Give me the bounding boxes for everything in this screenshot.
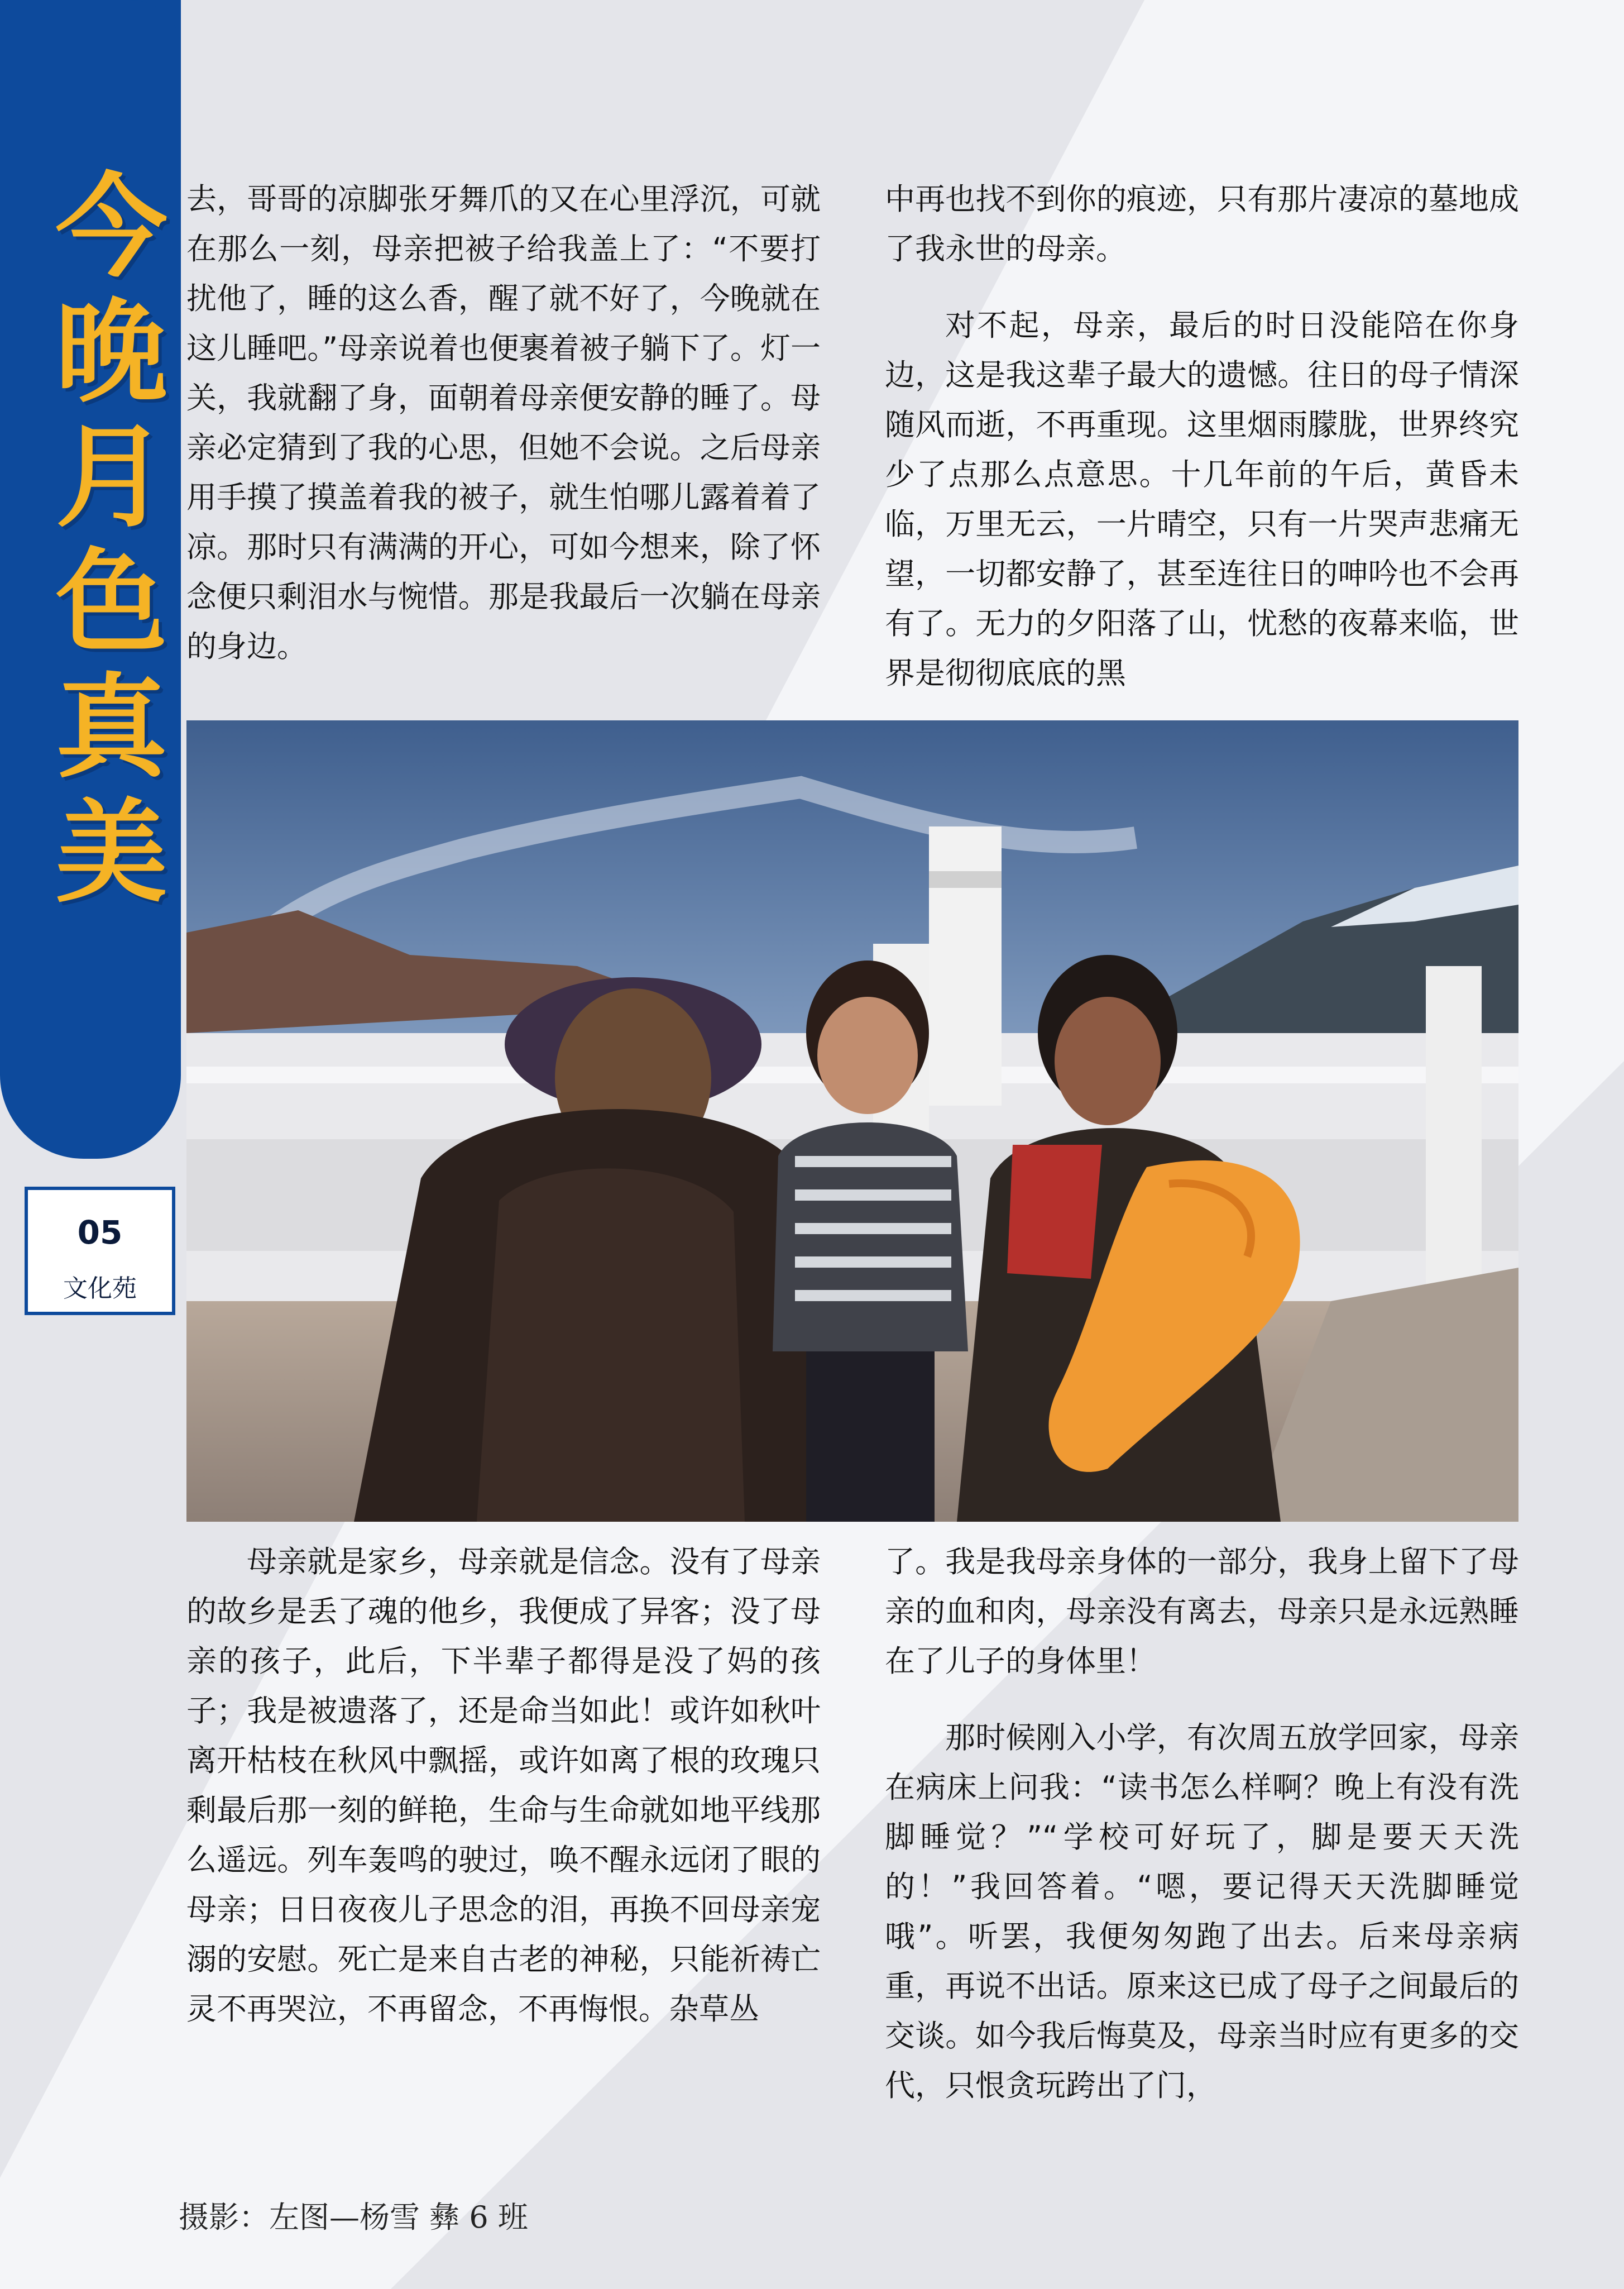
paragraph: 中再也找不到你的痕迹，只有那片凄凉的墓地成了我永世的母亲。 bbox=[885, 181, 1519, 266]
section-name: 文化苑 bbox=[63, 1274, 137, 1303]
column-top-right bbox=[885, 174, 1519, 698]
title-band-top bbox=[0, 0, 181, 78]
photo-credit: 摄影：左图—杨雪 彝 6 班 bbox=[179, 2200, 528, 2235]
column-bottom-right bbox=[885, 1537, 1519, 2110]
column-bottom-left bbox=[186, 1537, 821, 2034]
column-top-left bbox=[186, 174, 821, 671]
page-number: 05 bbox=[77, 1213, 123, 1251]
page-badge bbox=[25, 1187, 175, 1315]
paragraph: 那时候刚入小学，有次周五放学回家，母亲在病床上问我：“读书怎么样啊？晚上有没有洗脚睡觉？”“学校可好玩了，脚是要天天洗的！”我回答着。“嗯，要记得天天洗脚睡觉哦”。听罢，我便匆匆跑了出去。后来母亲病重，再说不出话。原来这已成了母子之间最后的交谈。如今我后悔莫及，母亲当时应有更多的交代，只恨贪玩跨出了门， bbox=[885, 1720, 1519, 2103]
paragraph: 对不起，母亲，最后的时日没能陪在你身边，这是我这辈子最大的遗憾。往日的母子情深随风而逝，不再重现。这里烟雨朦胧，世界终究少了点那么点意思。十几年前的午后，黄昏未临，万里无云，一片晴空，只有一片哭声悲痛无望，一切都安静了，甚至连往日的呻吟也不会再有了。无力的夕阳落了山，忧愁的夜幕来临，世界是彻彻底底的黑 bbox=[885, 308, 1519, 691]
page-title: 今晚月色真美 bbox=[37, 168, 168, 918]
paragraph: 了。我是我母亲身体的一部分，我身上留下了母亲的血和肉，母亲没有离去，母亲只是永远熟睡在了儿子的身体里！ bbox=[885, 1544, 1519, 1679]
paragraph: 去，哥哥的凉脚张牙舞爪的又在心里浮沉，可就在那么一刻，母亲把被子给我盖上了：“不要打扰他了，睡的这么香，醒了就不好了，今晚就在这儿睡吧。”母亲说着也便裹着被子躺下了。灯一关，我就翻了身，面朝着母亲便安静的睡了。母亲必定猜到了我的心思，但她不会说。之后母亲用手摸了摸盖着我的被子，就生怕哪儿露着着了凉。那时只有满满的开心，可如今想来，除了怀念便只剩泪水与惋惜。那是我最后一次躺在母亲的身边。 bbox=[186, 181, 821, 664]
family-photo bbox=[186, 720, 1518, 1522]
paragraph: 母亲就是家乡，母亲就是信念。没有了母亲的故乡是丢了魂的他乡，我便成了异客；没了母亲的孩子，此后，下半辈子都得是没了妈的孩子；我是被遗落了，还是命当如此！或许如秋叶离开枯枝在秋风中飘摇，或许如离了根的玫瑰只剩最后那一刻的鲜艳，生命与生命就如地平线那么遥远。列车轰鸣的驶过，唤不醒永远闭了眼的母亲；日日夜夜儿子思念的泪，再换不回母亲宠溺的安慰。死亡是来自古老的神秘，只能祈祷亡灵不再哭泣，不再留念，不再悔恨。杂草丛 bbox=[186, 1544, 821, 2027]
